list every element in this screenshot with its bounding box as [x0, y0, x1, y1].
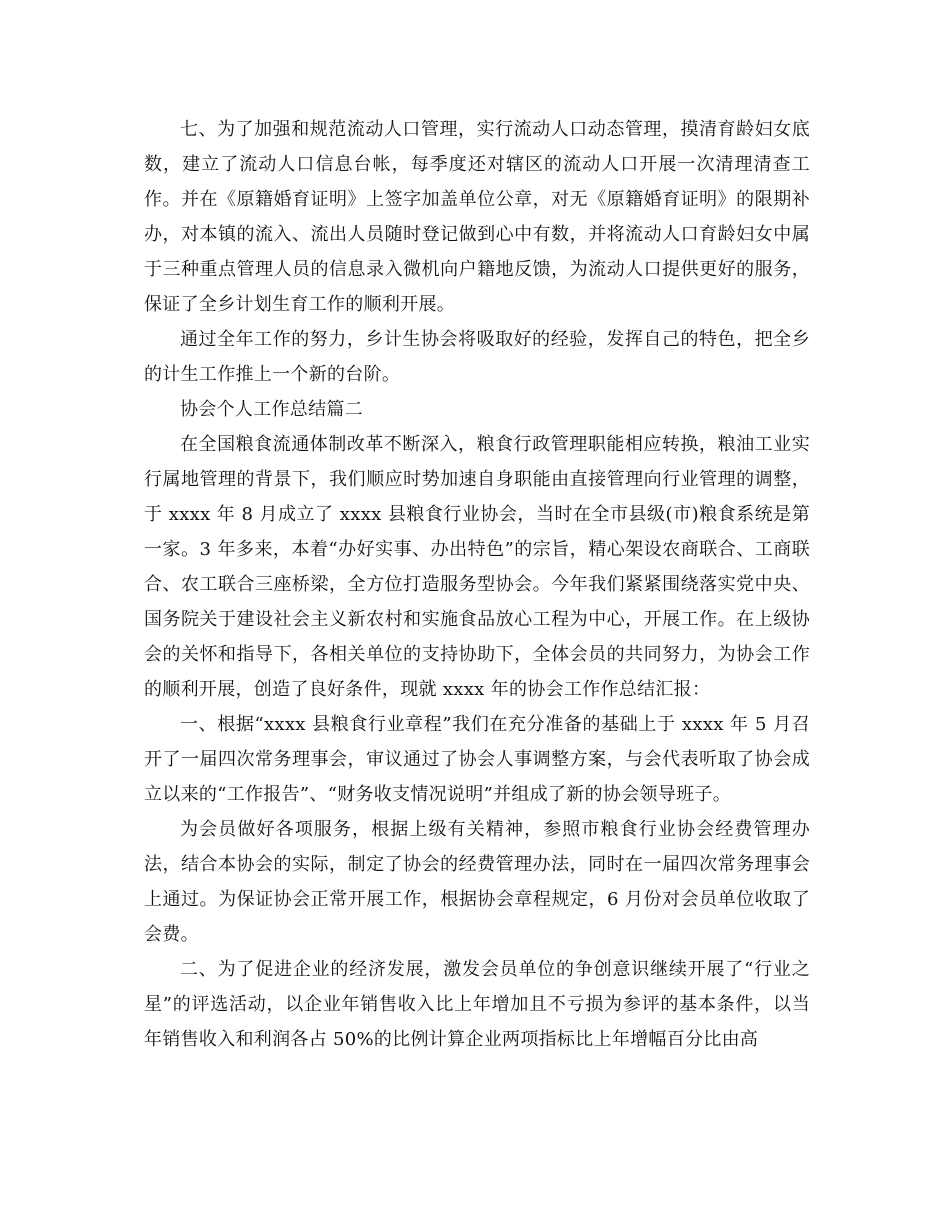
- paragraph-section-seven: 七、为了加强和规范流动人口管理，实行流动人口动态管理，摸清育龄妇女底数，建立了流动人口信息台帐，每季度还对辖区的流动人口开展一次清理清查工作。并在《原籍婚育证明》上签字加盖单位公章，对无《原籍婚育证明》的限期补办，对本镇的流入、流出人员随时登记做到心中有数，并将流动人口育龄妇女中属于三种重点管理人员的信息录入微机向户籍地反馈，为流动人口提供更好的服务，保证了全乡计划生育工作的顺利开展。: [144, 119, 810, 315]
- paragraph-item-one: 一、根据“xxxx 县粮食行业章程”我们在充分准备的基础上于 xxxx 年 5 月召开了一届四次常务理事会，审议通过了协会人事调整方案，与会代表听取了协会成立以来的“工作报告”、“财务收支情况说明”并组成了新的协会领导班子。: [144, 714, 810, 805]
- section-heading: 协会个人工作总结篇二: [180, 399, 363, 420]
- paragraph-intro: 在全国粮食流通体制改革不断深入，粮食行政管理职能相应转换，粮油工业实行属地管理的背景下，我们顺应时势加速自身职能由直接管理向行业管理的调整，于 xxxx 年 8 月成立了 xxxx 县粮食行业协会，当时在全市县级(市)粮食系统是第一家。3 年多来，本着“办好实事、办出特色”的宗旨，精心架设农商联合、工商联合、农工联合三座桥梁，全方位打造服务型协会。今年我们紧紧围绕落实党中央、国务院关于建设社会主义新农村和实施食品放心工程为中心，开展工作。在上级协会的关怀和指导下，各相关单位的支持协助下，全体会员的共同努力，为协会工作的顺利开展，创造了良好条件，现就 xxxx 年的协会工作作总结汇报：: [144, 434, 810, 700]
- paragraph-conclusion: 通过全年工作的努力，乡计生协会将吸取好的经验，发挥自己的特色，把全乡的计生工作推上一个新的台阶。: [144, 329, 810, 385]
- paragraph-membership-fees: 为会员做好各项服务，根据上级有关精神，参照市粮食行业协会经费管理办法，结合本协会的实际，制定了协会的经费管理办法，同时在一届四次常务理事会上通过。为保证协会正常开展工作，根据协会章程规定，6 月份对会员单位收取了会费。: [144, 819, 810, 945]
- paragraph-item-two: 二、为了促进企业的经济发展，激发会员单位的争创意识继续开展了“行业之星”的评选活动，以企业年销售收入比上年增加且不亏损为参评的基本条件，以当年销售收入和利润各占 50%的比例计算企业两项指标比上年增幅百分比由高: [144, 959, 810, 1050]
